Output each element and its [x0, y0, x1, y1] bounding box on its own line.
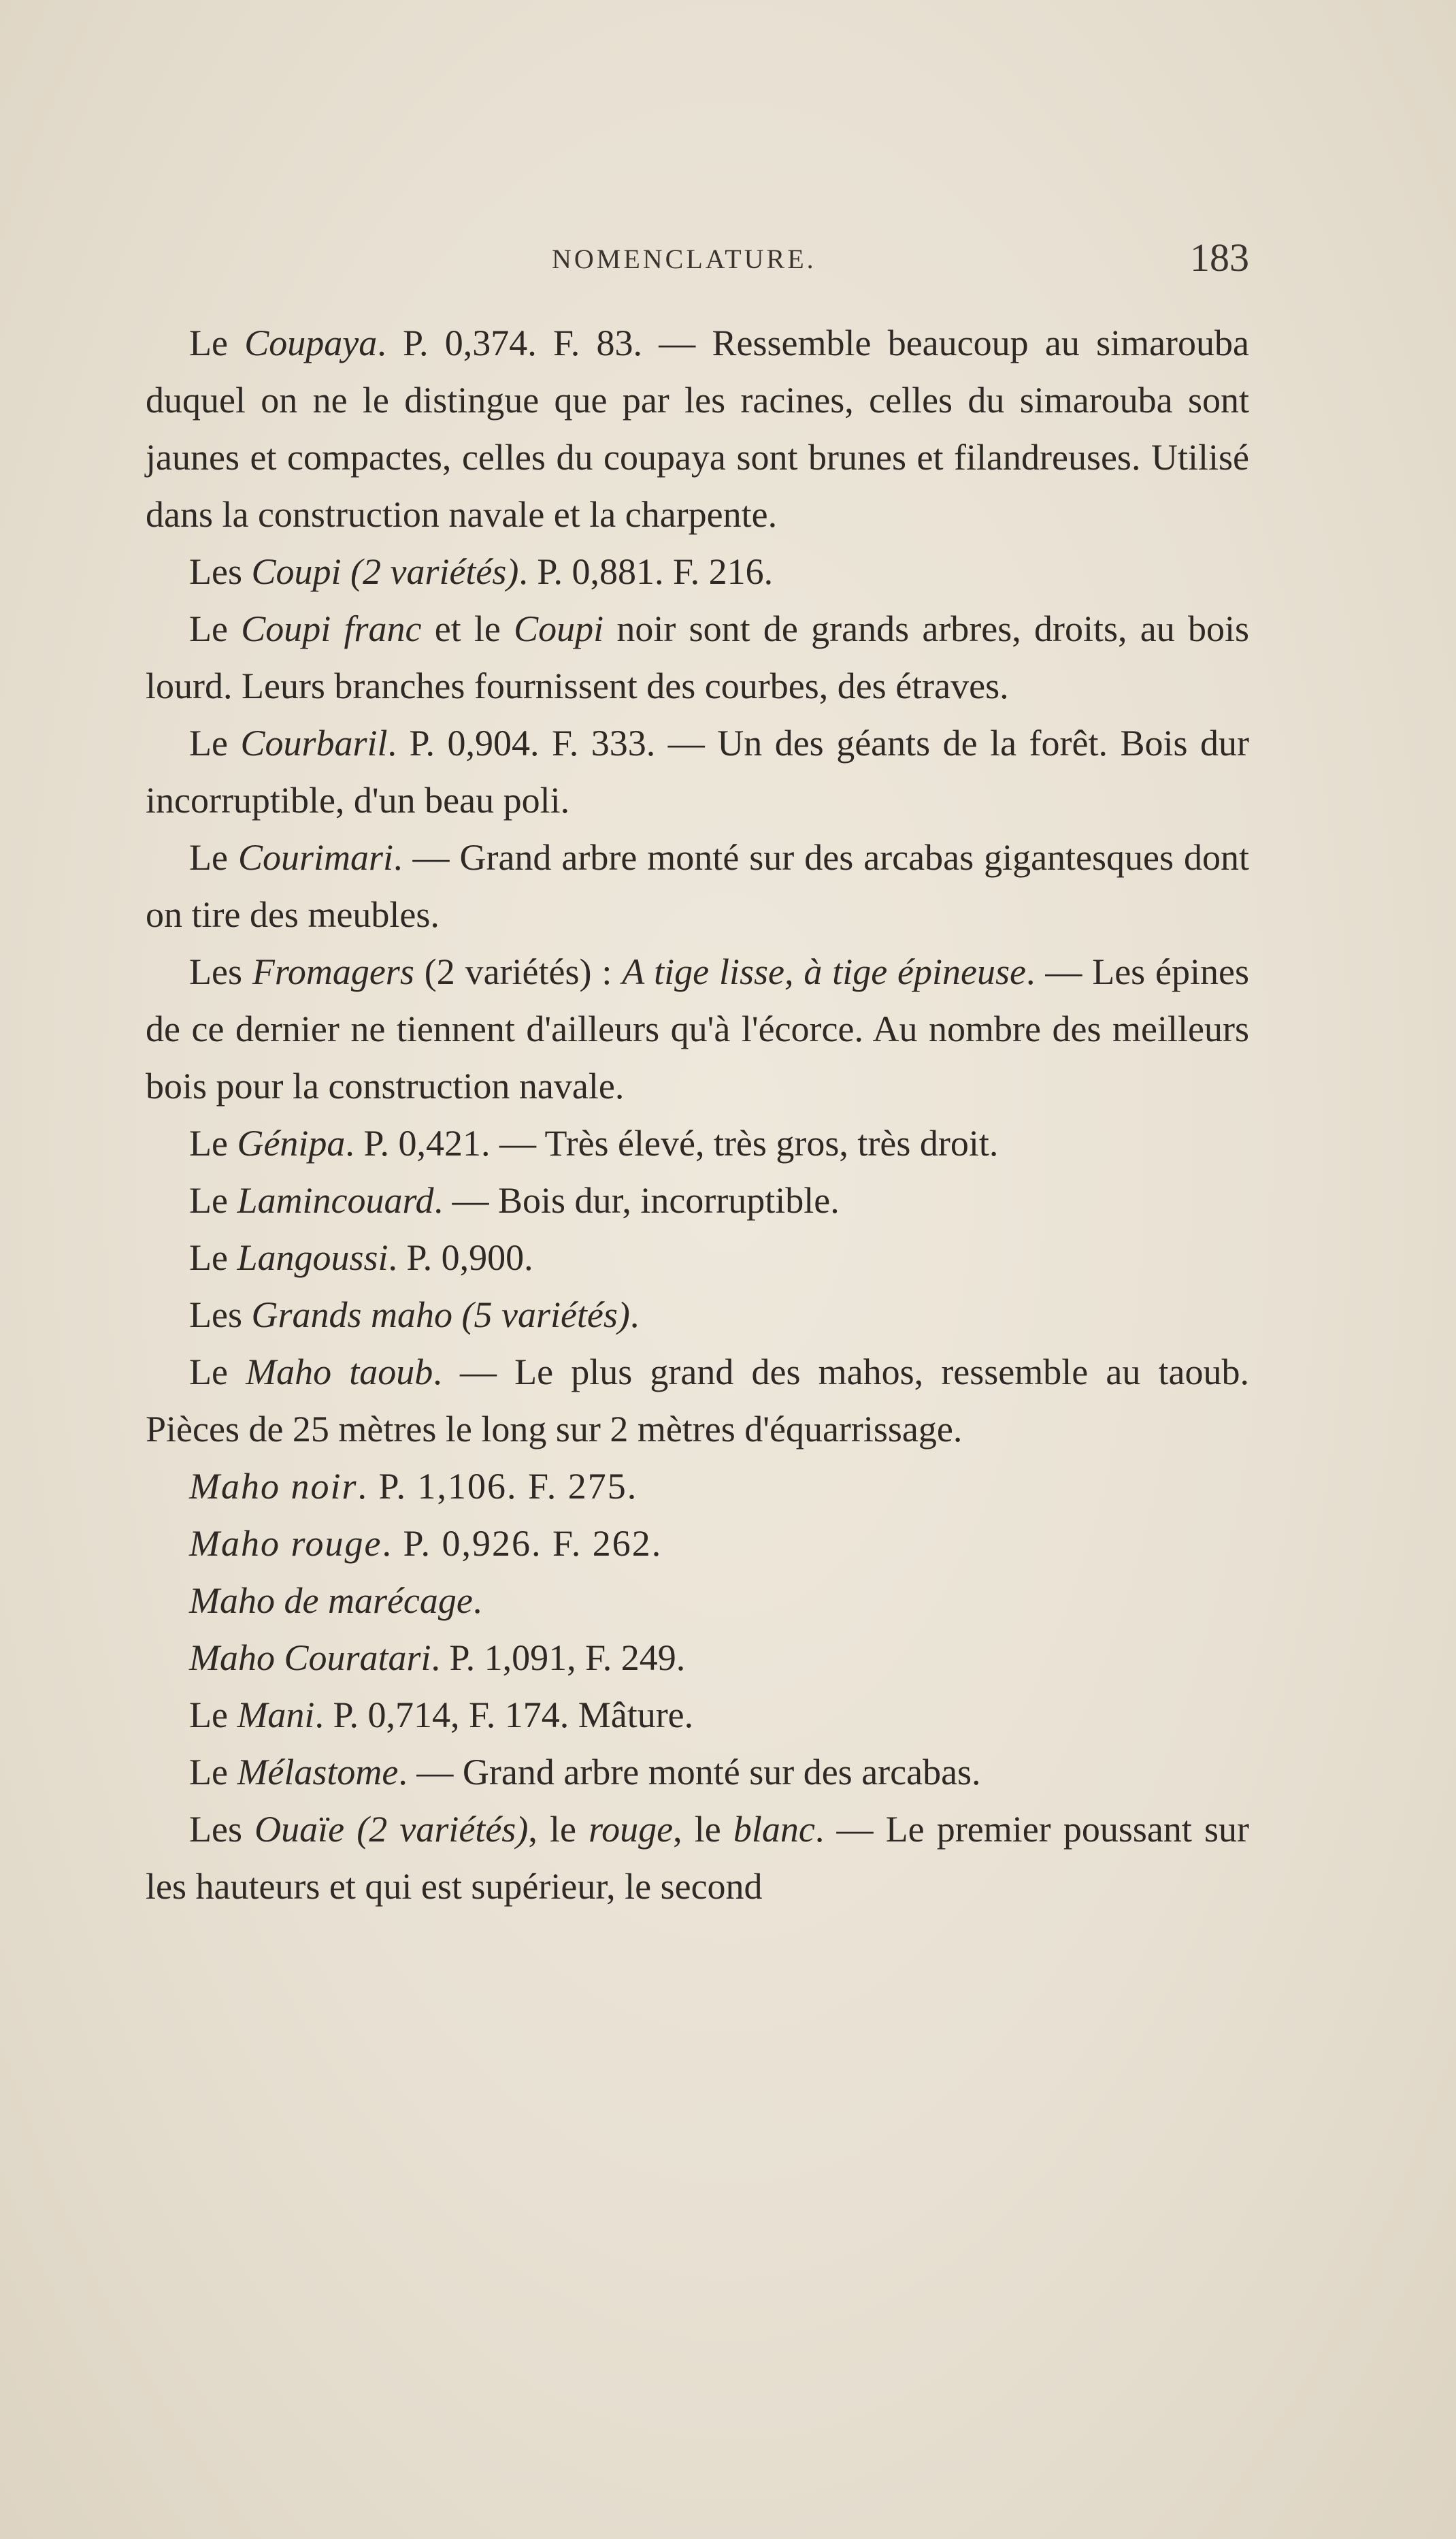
- entry-article: Le: [189, 837, 238, 878]
- entry-text: noir sont de grands arbres, droits, au bois lourd. Leurs branches fournissent des courbes, des étraves.: [146, 608, 1249, 706]
- entry-coupaya: [146, 314, 1249, 543]
- species-variety-name: rouge: [589, 1809, 674, 1850]
- entry-article: Le: [189, 608, 242, 649]
- entry-grands-maho: [146, 1286, 1249, 1343]
- entry-article: Le: [189, 1237, 237, 1278]
- species-name: Maho rouge: [189, 1523, 382, 1564]
- entry-courimari: [146, 829, 1249, 943]
- running-head: NOMENCLATURE.: [552, 244, 816, 274]
- entry-maho-rouge: [146, 1515, 1249, 1572]
- species-name: Coupi franc: [241, 608, 422, 649]
- species-name: Maho de marécage: [189, 1580, 473, 1621]
- species-name: Mélastome: [237, 1752, 399, 1792]
- entry-genipa: [146, 1115, 1249, 1172]
- entry-text: . P. 0,421. — Très élevé, très gros, très droit.: [345, 1123, 999, 1164]
- entry-fromagers: [146, 943, 1249, 1115]
- entry-maho-de-marecage: [146, 1572, 1249, 1629]
- entry-text: . P. 1,106. F. 275.: [357, 1466, 638, 1507]
- entry-text: . — Grand arbre monté sur des arcabas gigantesques dont on tire des meubles.: [146, 837, 1249, 935]
- species-name: Mani: [237, 1694, 315, 1735]
- entry-ouaie: [146, 1801, 1249, 1915]
- species-variety-name: A tige lisse, à tige épineuse: [622, 951, 1026, 992]
- body-text: [146, 314, 1249, 1915]
- page-header: [146, 235, 1249, 289]
- entry-maho-noir: [146, 1458, 1249, 1515]
- species-name: Grands maho (5 variétés): [251, 1294, 630, 1335]
- entry-text: et le: [421, 608, 514, 649]
- species-name: Maho noir: [189, 1466, 358, 1507]
- species-name: Génipa: [237, 1123, 346, 1164]
- entry-lamincouard: [146, 1172, 1249, 1229]
- species-name: Maho taoub: [246, 1352, 433, 1392]
- species-name: Coupi (2 variétés): [251, 551, 519, 592]
- entry-text: . P. 0,714, F. 174. Mâture.: [314, 1694, 694, 1735]
- entry-text: . — Le premier poussant sur les hauteurs et qui est supérieur, le second: [146, 1809, 1249, 1907]
- entry-coupi-franc: [146, 600, 1249, 715]
- species-name: Langoussi: [237, 1237, 388, 1278]
- entry-text: . — Le plus grand des mahos, ressemble au taoub. Pièces de 25 mètres le long sur 2 mètres d'équarrissage.: [146, 1352, 1249, 1449]
- entry-text: , le: [528, 1809, 589, 1850]
- entry-courbaril: [146, 715, 1249, 829]
- entry-maho-taoub: [146, 1343, 1249, 1458]
- entry-text: . — Bois dur, incorruptible.: [433, 1180, 840, 1221]
- entry-article: Le: [189, 1352, 246, 1392]
- entry-maho-couratari: [146, 1629, 1249, 1686]
- entry-text: .: [629, 1294, 640, 1335]
- entry-text: . — Grand arbre monté sur des arcabas.: [398, 1752, 981, 1792]
- entry-text: . — Les épines de ce dernier ne tiennent d'ailleurs qu'à l'écorce. Au nombre des meilleurs bois pour la construction navale.: [146, 951, 1250, 1107]
- species-variety-name: blanc: [733, 1809, 815, 1850]
- species-name: Coupaya: [244, 323, 378, 363]
- species-name: Lamincouard: [237, 1180, 434, 1221]
- entry-text: . P. 0,374. F. 83. — Ressemble beaucoup au simarouba duquel on ne le distingue que par les racines, celles du simarouba sont jaunes et compactes, celles du coupaya sont brunes et filandreuses. Utilisé dans la construction navale et la charpente.: [146, 323, 1250, 535]
- species-name: Courbaril: [240, 723, 388, 764]
- species-name: Ouaïe (2 variétés): [254, 1809, 529, 1850]
- entry-text: .: [472, 1580, 482, 1621]
- entry-article: Les: [189, 951, 252, 992]
- species-name: Fromagers: [252, 951, 414, 992]
- entry-melastome: [146, 1743, 1249, 1801]
- entry-article: Le: [189, 1123, 237, 1164]
- species-name: Maho Couratari: [189, 1637, 431, 1678]
- species-name: Courimari: [237, 837, 394, 878]
- entry-text: . P. 0,926. F. 262.: [382, 1523, 663, 1564]
- entry-langoussi: [146, 1229, 1249, 1286]
- page-number: 183: [1190, 235, 1249, 280]
- entry-text: . P. 1,091, F. 249.: [431, 1637, 686, 1678]
- entry-text: , le: [673, 1809, 733, 1850]
- species-name: Coupi: [514, 608, 604, 649]
- entry-text: . P. 0,904. F. 333. — Un des géants de la forêt. Bois dur incorruptible, d'un beau poli.: [146, 723, 1249, 821]
- entry-article: Les: [189, 1809, 255, 1850]
- entry-text: (2 variétés) :: [414, 951, 623, 992]
- entry-article: Le: [189, 323, 245, 363]
- entry-text: . P. 0,900.: [388, 1237, 533, 1278]
- entry-mani: [146, 1686, 1249, 1743]
- entry-article: Les: [189, 551, 252, 592]
- entry-article: Le: [189, 1694, 237, 1735]
- entry-article: Le: [189, 723, 241, 764]
- entry-article: Le: [189, 1752, 237, 1792]
- entry-article: Les: [189, 1294, 252, 1335]
- entry-text: . P. 0,881. F. 216.: [518, 551, 774, 592]
- entry-article: Le: [189, 1180, 237, 1221]
- entry-coupi: [146, 543, 1249, 600]
